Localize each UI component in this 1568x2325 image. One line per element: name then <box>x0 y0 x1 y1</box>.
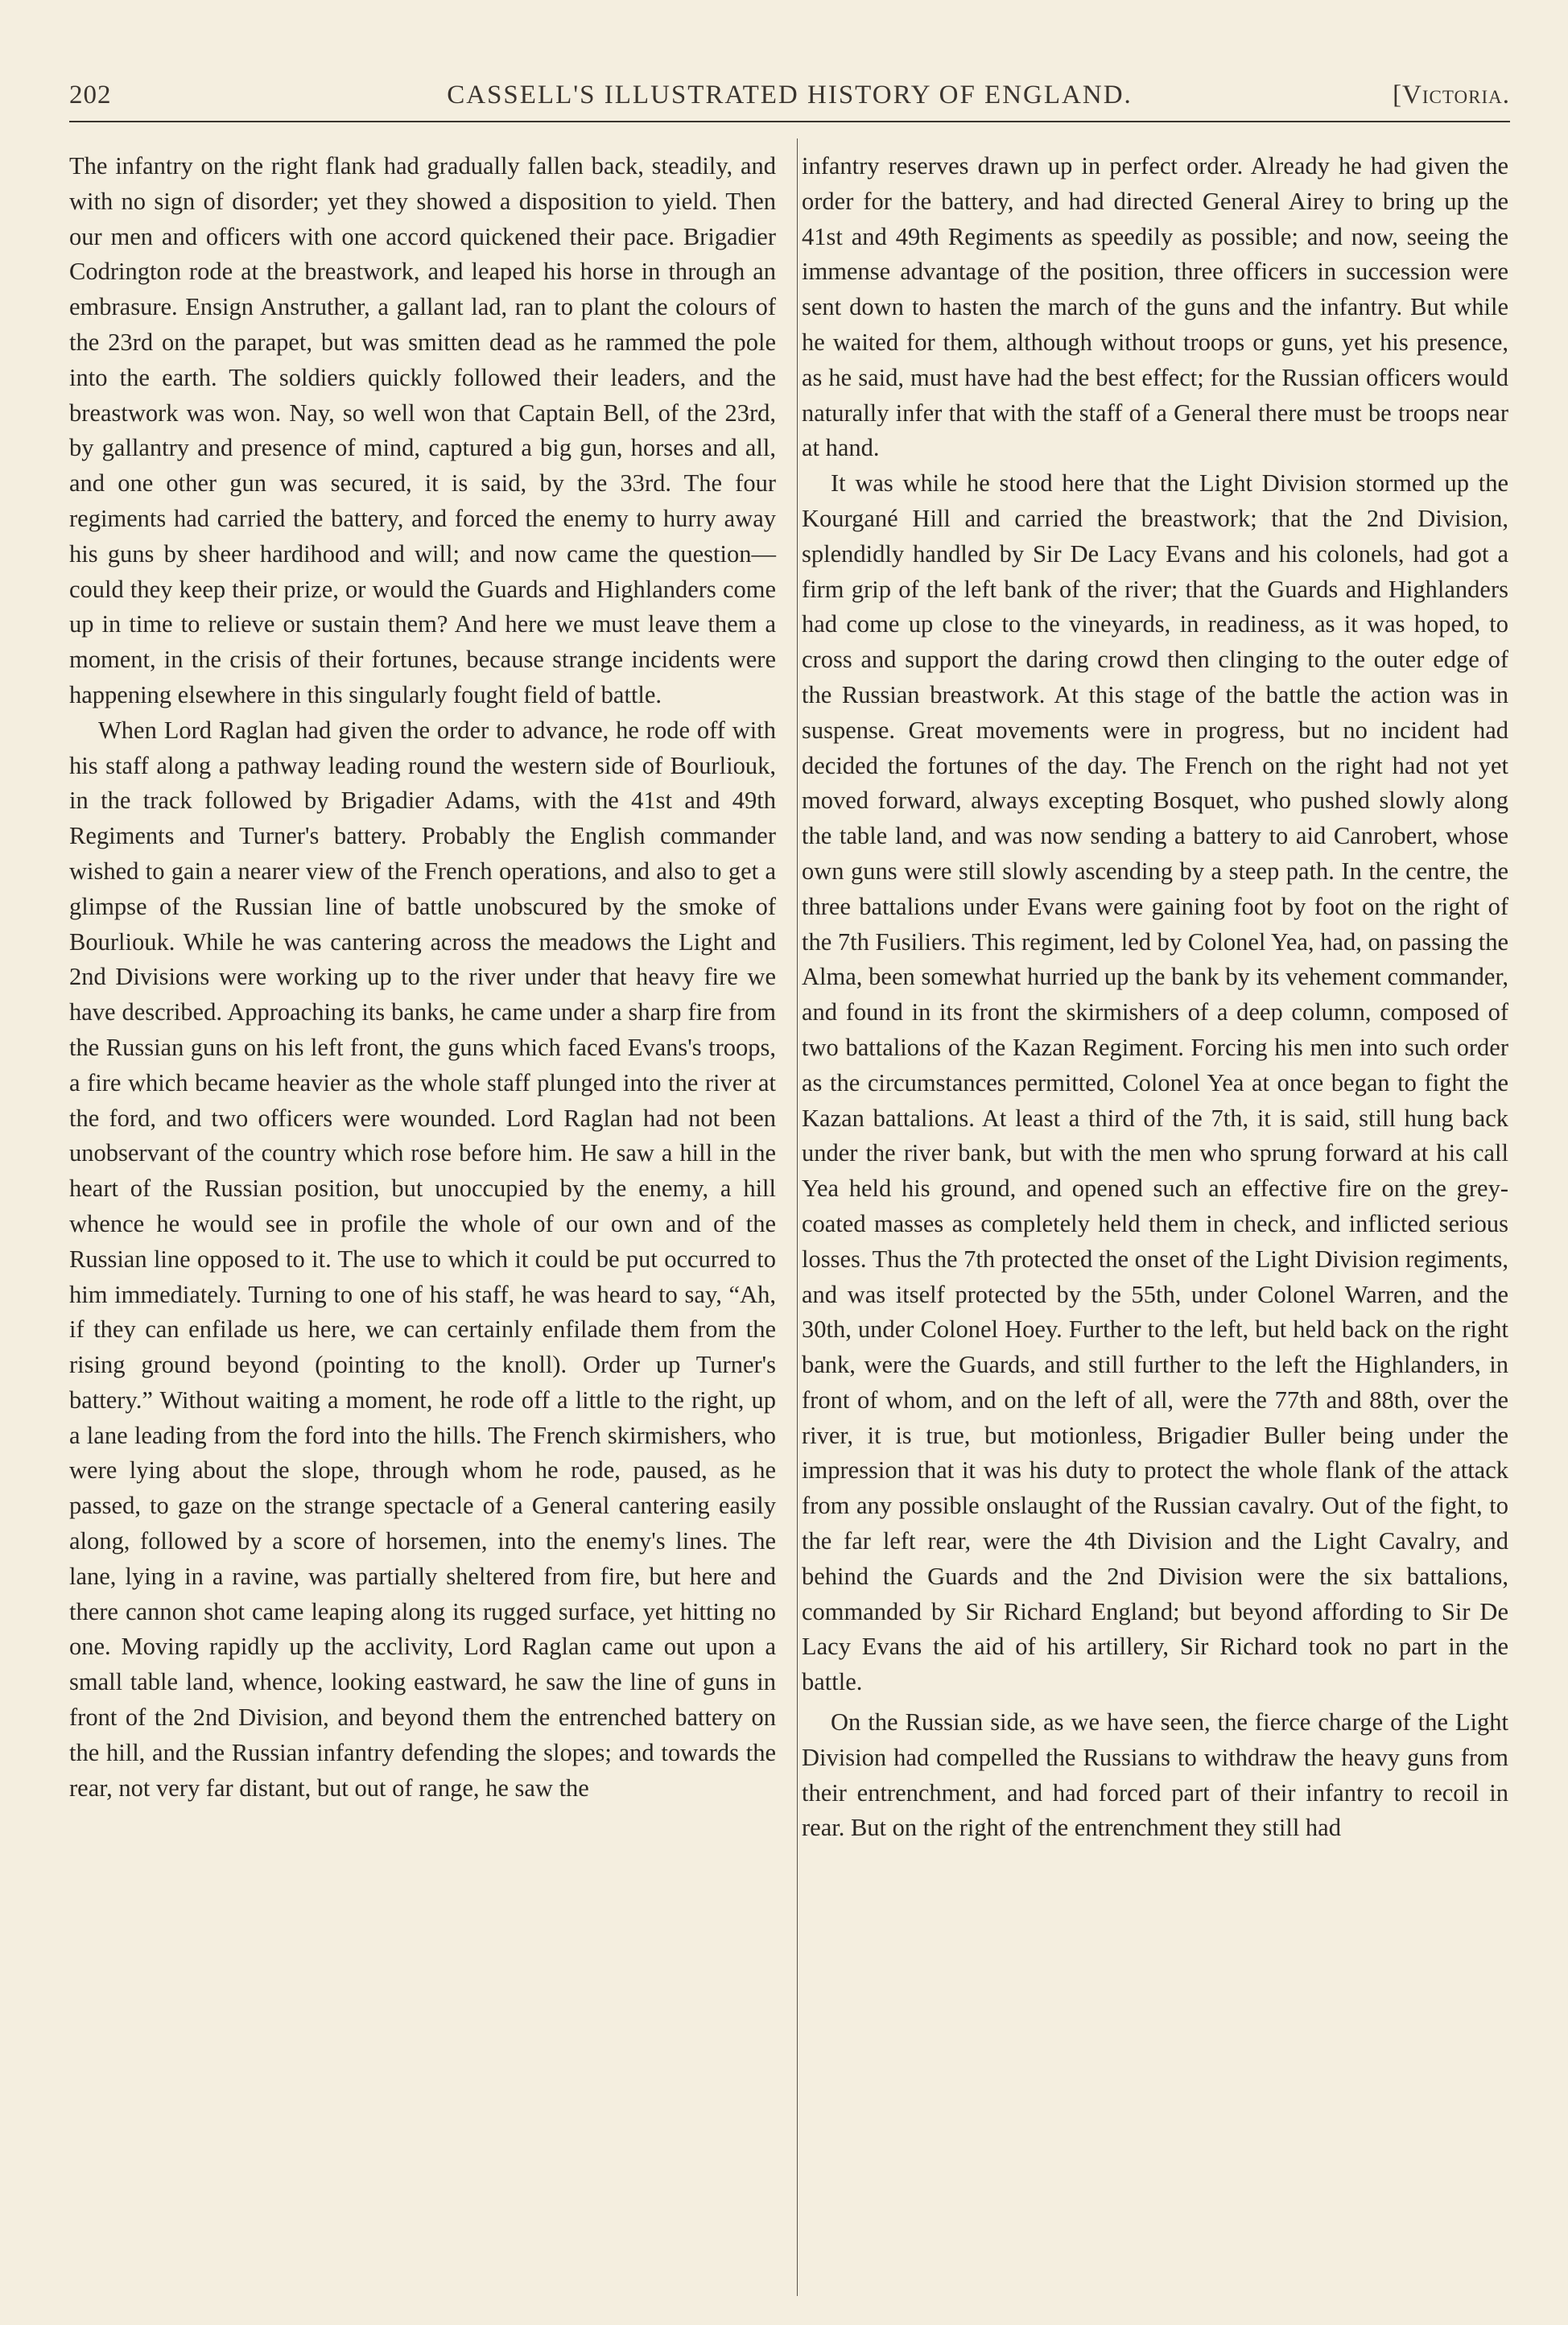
running-head <box>69 74 1510 114</box>
paragraph: The infantry on the right flank had gradually fallen back, steadily, and with no sign of disorder; yet they showed a disposition to yield. Then our men and officers with one accord quickened their pace. Brigadier Codrington rode at the breastwork, and leaped his horse in through an embrasure. Ensign Anstruther, a gallant lad, ran to plant the colours of the 23rd on the parapet, but was smitten dead as he rammed the pole into the earth. The soldiers quickly followed their leaders, and the breastwork was won. Nay, so well won that Captain Bell, of the 23rd, by gallantry and presence of mind, captured a big gun, horses and all, and one other gun was secured, it is said, by the 33rd. The four regiments had carried the battery, and forced the enemy to hurry away his guns by sheer hardihood and will; and now came the question—could they keep their prize, or would the Guards and Highlanders come up in time to relieve or sustain them? And here we must leave them a moment, in the crisis of their fortunes, because strange incidents were happening elsewhere in this singularly fought field of battle. <box>69 152 776 708</box>
section-marker: [Victoria. <box>1393 81 1510 109</box>
right-column <box>802 149 1508 1846</box>
paragraph: On the Russian side, as we have seen, the fierce charge of the Light Division had compelled the Russians to withdraw the heavy guns from their entrenchment, and had forced part of their infantry to recoil in rear. But on the right of the entrenchment they still had <box>802 1708 1508 1842</box>
paragraph: It was while he stood here that the Light Division stormed up the Kourgané Hill and carried the breastwork; that the 2nd Division, splendidly handled by Sir De Lacy Evans and his colonels, had got a firm grip of the left bank of the river; that the Guards and Highlanders had come up close to the vineyards, in readiness, as it was hoped, to cross and support the daring crowd then clinging to the outer edge of the Russian breastwork. At this stage of the battle the action was in suspense. Great movements were in progress, but no incident had decided the fortunes of the day. The French on the right had not yet moved forward, always excepting Bosquet, who pushed slowly along the table land, and was now sending a battery to aid Canrobert, whose own guns were still slowly ascending by a steep path. In the centre, the three battalions under Evans were gaining foot by foot on the right of the 7th Fusiliers. This regiment, led by Colonel Yea, had, on passing the Alma, been somewhat hurried up the bank by its vehement commander, and found in its front the skirmishers of a deep column, composed of two battalions of the Kazan Regiment. Forcing his men into such order as the circumstances permitted, Colonel Yea at once began to fight the Kazan battalions. At least a third of the 7th, it is said, still hung back under the river bank, but with the men who sprung forward at his call Yea held his ground, and opened such an effective fire on the grey-coated masses as completely held them in check, and inflicted serious losses. Thus the 7th protected the onset of the Light Division regiments, and was itself protected by the 55th, under Colonel Warren, and the 30th, under Colonel Hoey. Further to the left, but held back on the right bank, were the Guards, and still further to the left the Highlanders, in front of whom, and on the left of all, were the 77th and 88th, over the river, it is true, but motionless, Brigadier Buller being under the impression that it was his duty to protect the whole flank of the attack from any possible onslaught of the Russian cavalry. Out of the fight, to the far left rear, were the 4th Division and the Light Cavalry, and behind the Guards and the 2nd Division were the six battalions, commanded by Sir Richard England; but beyond affording to Sir De Lacy Evans the aid of his artillery, Sir Richard took no part in the battle. <box>802 469 1508 1696</box>
left-column <box>69 149 776 1806</box>
book-title: CASSELL'S ILLUSTRATED HISTORY OF ENGLAND. <box>447 81 1133 109</box>
header-rule <box>69 121 1510 122</box>
column-divider <box>797 138 798 2296</box>
paragraph: When Lord Raglan had given the order to advance, he rode off with his staff along a pathway leading round the western side of Bourliouk, in the track followed by Brigadier Adams, with the 41st and 49th Regiments and Turner's battery. Probably the English commander wished to gain a nearer view of the French operations, and also to get a glimpse of the Russian line of battle unobscured by the smoke of Bourliouk. While he was cantering across the meadows the Light and 2nd Divisions were working up to the river under that heavy fire we have described. Approaching its banks, he came under a sharp fire from the Russian guns on his left front, the guns which faced Evans's troops, a fire which became heavier as the whole staff plunged into the river at the ford, and two officers were wounded. Lord Raglan had not been unobservant of the country which rose before him. He saw a hill in the heart of the Russian position, but unoccupied by the enemy, a hill whence he would see in profile the whole of our own and of the Russian line opposed to it. The use to which it could be put occurred to him immediately. Turning to one of his staff, he was heard to say, “Ah, if they can enfilade us here, we can certainly enfilade them from the rising ground beyond (pointing to the knoll). Order up Turner's battery.” Without waiting a moment, he rode off a little to the right, up a lane leading from the ford into the hills. The French skirmishers, who were lying about the slope, through whom he rode, paused, as he passed, to gaze on the strange spectacle of a General cantering easily along, followed by a score of horsemen, into the enemy's lines. The lane, lying in a ravine, was partially sheltered from fire, but here and there cannon shot came leaping along its rugged surface, yet hitting no one. Moving rapidly up the acclivity, Lord Raglan came out upon a small table land, whence, looking eastward, he saw the line of guns in front of the 2nd Division, and beyond them the entrenched battery on the hill, and the Russian infantry defending the slopes; and towards the rear, not very far distant, but out of range, he saw the <box>69 716 776 1802</box>
page-number: 202 <box>69 81 112 109</box>
paragraph: infantry reserves drawn up in perfect order. Already he had given the order for the battery, and had directed General Airey to bring up the 41st and 49th Regiments as speedily as possible; and now, seeing the immense advantage of the position, three officers in succession were sent down to hasten the march of the guns and the infantry. But while he waited for them, although without troops or guns, yet his presence, as he said, must have had the best effect; for the Russian officers would naturally infer that with the staff of a General there must be troops near at hand. <box>802 152 1508 462</box>
